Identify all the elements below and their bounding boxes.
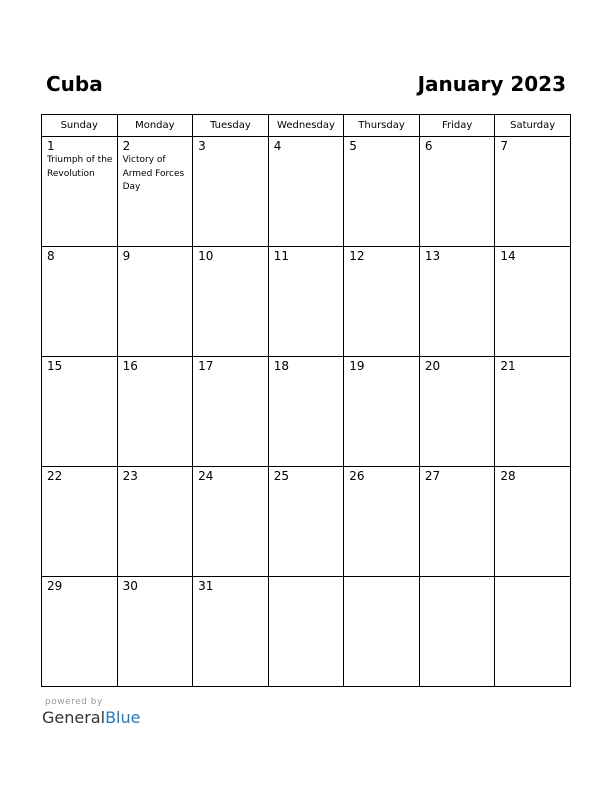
weekday-header-saturday: Saturday	[495, 115, 571, 137]
day-cell	[495, 137, 571, 247]
day-cell	[419, 247, 495, 357]
day-number: 17	[198, 359, 214, 373]
holiday-name	[495, 263, 570, 264]
logo-part-general: General	[42, 708, 106, 727]
holiday-name	[42, 373, 117, 374]
holiday-name	[344, 373, 419, 374]
holiday-name	[269, 263, 344, 264]
day-cell	[42, 247, 118, 357]
holiday-name	[420, 373, 495, 374]
day-cell	[117, 137, 193, 247]
holiday-name	[495, 373, 570, 374]
holiday-name	[344, 153, 419, 154]
day-number: 15	[47, 359, 63, 373]
weekday-header-tuesday: Tuesday	[193, 115, 269, 137]
holiday-name	[118, 593, 193, 594]
holiday-name	[269, 580, 344, 581]
day-cell	[42, 577, 118, 687]
holiday-name	[42, 483, 117, 484]
holiday-name	[420, 263, 495, 264]
holiday-name	[420, 153, 495, 154]
holiday-name	[495, 483, 570, 484]
day-number: 13	[424, 249, 441, 263]
day-cell	[193, 577, 269, 687]
day-number: 7	[500, 139, 509, 153]
logo-part-blue: Blue	[105, 708, 141, 727]
holiday-name	[118, 483, 193, 484]
generalblue-branding	[42, 696, 140, 728]
day-cell	[268, 247, 344, 357]
day-cell	[193, 137, 269, 247]
day-number: 26	[349, 469, 365, 483]
calendar-grid	[41, 114, 571, 687]
holiday-name	[42, 263, 117, 264]
country-title: Cuba	[46, 72, 103, 96]
holiday-name	[118, 373, 193, 374]
day-number: 11	[273, 249, 289, 263]
day-cell	[495, 357, 571, 467]
day-cell	[268, 137, 344, 247]
day-number: 25	[273, 469, 289, 483]
day-cell	[344, 467, 420, 577]
month-year-title: January 2023	[417, 72, 566, 96]
day-number: 29	[47, 579, 63, 593]
holiday-name: Victory of Armed Forces Day	[122, 155, 185, 192]
holiday-name	[269, 373, 344, 374]
holiday-name	[344, 483, 419, 484]
day-cell	[42, 357, 118, 467]
day-number: 27	[424, 469, 441, 483]
holiday-name	[193, 593, 268, 594]
day-number: 14	[500, 249, 516, 263]
weekday-header-row	[42, 115, 571, 137]
day-cell	[344, 357, 420, 467]
day-number: 3	[198, 139, 206, 153]
day-cell	[495, 467, 571, 577]
day-cell	[344, 577, 420, 687]
holiday-name	[344, 263, 419, 264]
day-number: 31	[198, 579, 214, 593]
day-number: 22	[47, 469, 63, 483]
week-row	[42, 137, 571, 247]
day-number: 10	[198, 249, 214, 263]
holiday-name: Triumph of the Revolution	[47, 155, 113, 179]
holiday-name	[193, 153, 268, 154]
day-cell	[117, 357, 193, 467]
weekday-header-thursday: Thursday	[344, 115, 420, 137]
day-number: 18	[273, 359, 289, 373]
day-cell	[344, 137, 420, 247]
holiday-name	[269, 483, 344, 484]
day-number: 21	[500, 359, 516, 373]
day-number: 6	[424, 139, 433, 153]
week-row	[42, 467, 571, 577]
day-number: 19	[349, 359, 365, 373]
weekday-header-friday: Friday	[419, 115, 495, 137]
holiday-name	[118, 263, 193, 264]
day-number: 2	[122, 139, 131, 153]
holiday-name	[193, 263, 268, 264]
day-cell	[344, 247, 420, 357]
day-cell	[193, 247, 269, 357]
holiday-name	[495, 153, 570, 154]
powered-by-label: powered by	[45, 697, 103, 707]
day-number: 4	[273, 139, 282, 153]
day-cell	[495, 247, 571, 357]
day-cell	[42, 137, 118, 247]
holiday-name	[42, 593, 117, 594]
day-number: 30	[122, 579, 138, 593]
day-number: 12	[349, 249, 365, 263]
day-cell	[117, 577, 193, 687]
week-row	[42, 247, 571, 357]
day-cell	[193, 357, 269, 467]
day-cell	[117, 247, 193, 357]
day-number: 9	[122, 249, 131, 263]
weekday-header-wednesday: Wednesday	[268, 115, 344, 137]
day-cell	[268, 357, 344, 467]
holiday-name	[269, 153, 344, 154]
day-number: 20	[424, 359, 441, 373]
day-number: 24	[198, 469, 214, 483]
holiday-name	[193, 373, 268, 374]
day-cell	[117, 467, 193, 577]
day-cell	[419, 467, 495, 577]
day-number: 5	[349, 139, 357, 153]
day-number: 23	[122, 469, 138, 483]
day-number: 1	[47, 139, 55, 153]
holiday-name	[495, 580, 570, 581]
day-number: 8	[47, 249, 55, 263]
day-cell	[419, 577, 495, 687]
holiday-name	[193, 483, 268, 484]
weekday-header-monday: Monday	[117, 115, 193, 137]
day-cell	[268, 577, 344, 687]
day-cell	[268, 467, 344, 577]
day-number: 28	[500, 469, 516, 483]
day-cell	[419, 357, 495, 467]
holiday-name	[420, 483, 495, 484]
weekday-header-sunday: Sunday	[42, 115, 118, 137]
week-row	[42, 577, 571, 687]
holiday-name	[344, 580, 419, 581]
generalblue-logo	[42, 708, 140, 728]
day-cell	[419, 137, 495, 247]
day-cell	[193, 467, 269, 577]
day-cell	[495, 577, 571, 687]
day-cell	[42, 467, 118, 577]
day-number: 16	[122, 359, 138, 373]
holiday-name	[420, 580, 495, 581]
week-row	[42, 357, 571, 467]
